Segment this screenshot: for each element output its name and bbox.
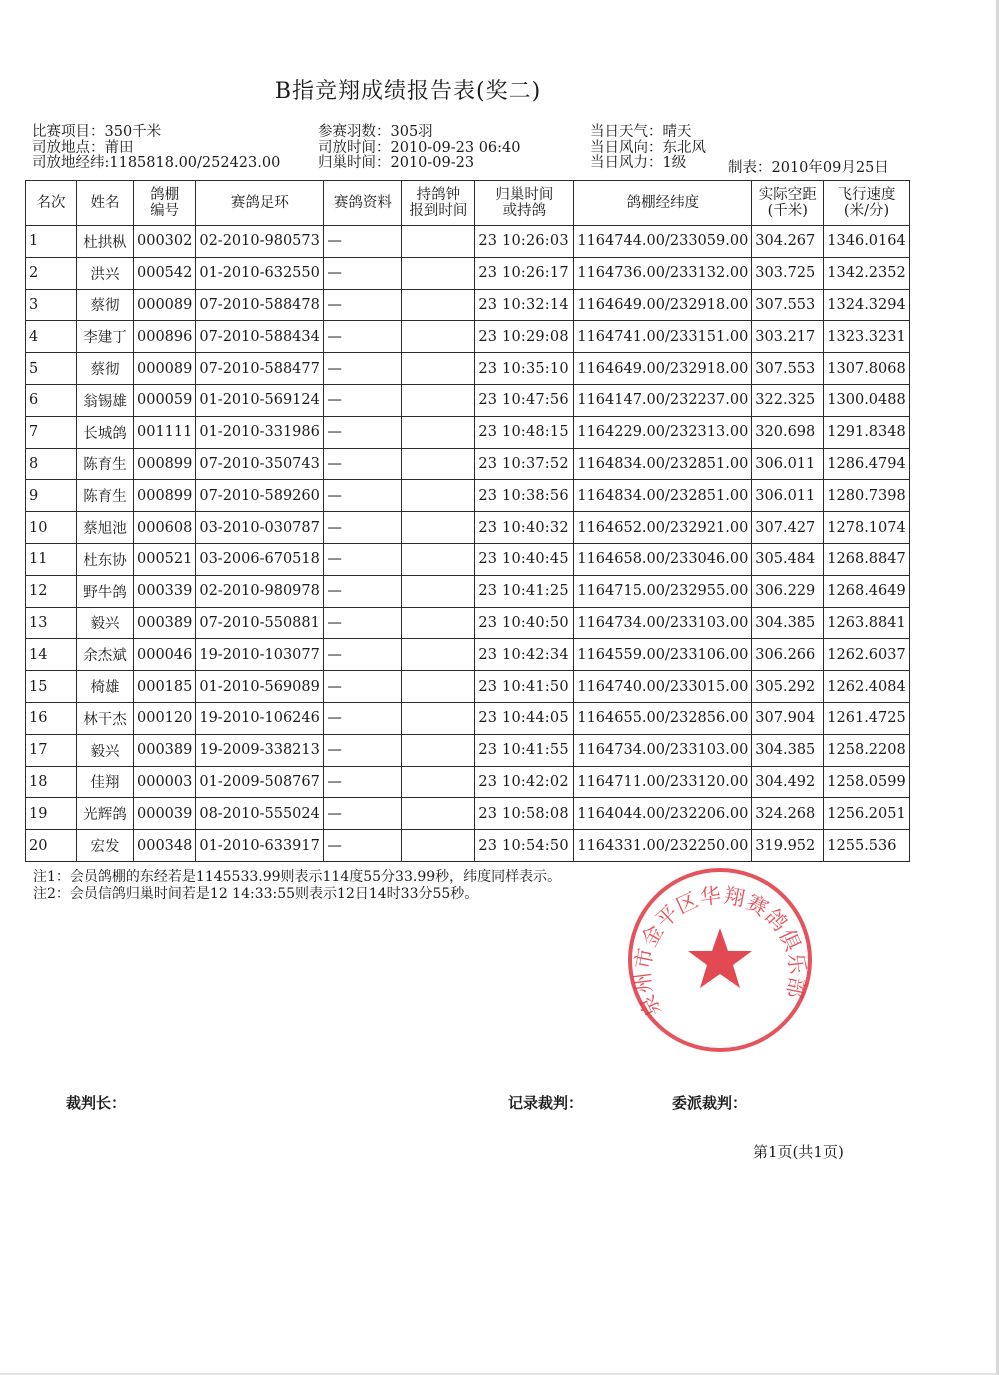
table-row [26,766,910,798]
return-time-cell: 23 10:38:56 [475,480,574,512]
loft-coords-cell: 1164734.00/233103.00 [574,607,752,639]
loft-no-cell: 000521 [134,543,196,575]
name-cell: 林干杰 [77,702,134,734]
return-time-cell: 23 10:26:17 [475,257,574,289]
ring-cell: 07-2010-588478 [196,289,324,321]
clock-time-cell [402,416,475,448]
name-cell: 洪兴 [77,257,134,289]
table-row [26,353,910,385]
table-header-row [26,181,910,226]
header-speed: 飞行速度 (米/分) [824,181,909,226]
club-seal-stamp [622,862,818,1058]
clock-time-cell [402,384,475,416]
rank-cell: 5 [26,353,77,385]
info-release-time: 司放时间：2010-09-23 06:40 [318,139,521,156]
bird-info-cell: — [324,639,402,671]
return-time-cell: 23 10:32:14 [475,289,574,321]
loft-no-cell: 000185 [134,671,196,703]
name-cell: 椅雄 [77,671,134,703]
loft-no-cell: 000059 [134,384,196,416]
report-title: B指竞翔成绩报告表(奖二) [274,79,542,104]
loft-no-cell: 000899 [134,480,196,512]
bird-info-cell: — [324,671,402,703]
clock-time-cell [402,480,475,512]
loft-no-cell: 000339 [134,575,196,607]
rank-cell: 7 [26,416,77,448]
distance-cell: 324.268 [752,798,824,830]
loft-coords-cell: 1164229.00/232313.00 [574,416,752,448]
loft-coords-cell: 1164649.00/232918.00 [574,353,752,385]
info-release-coords: 司放地经纬:1185818.00/252423.00 [32,155,281,171]
table-row [26,257,910,289]
bird-info-cell: — [324,830,402,862]
distance-cell: 303.725 [752,257,824,289]
name-cell: 蔡旭池 [77,512,134,544]
name-cell: 光辉鸽 [77,798,134,830]
loft-coords-cell: 1164740.00/233015.00 [574,671,752,703]
rank-cell: 18 [26,766,77,798]
return-time-cell: 23 10:40:50 [475,607,574,639]
return-time-cell: 23 10:41:50 [475,671,574,703]
distance-cell: 306.266 [752,639,824,671]
speed-cell: 1258.2208 [824,734,909,766]
distance-cell: 304.492 [752,766,824,798]
clock-time-cell [402,830,475,862]
bird-info-cell: — [324,575,402,607]
return-time-cell: 23 10:40:45 [475,543,574,575]
distance-cell: 304.267 [752,226,824,258]
clock-time-cell [402,671,475,703]
clock-time-cell [402,289,475,321]
info-column-race [32,125,280,172]
clock-time-cell [402,734,475,766]
rank-cell: 12 [26,575,77,607]
clock-time-cell [402,702,475,734]
clock-time-cell [402,353,475,385]
loft-no-cell: 000899 [134,448,196,480]
info-return-time: 归巢时间：2010-09-23 [318,155,475,171]
distance-cell: 320.698 [752,416,824,448]
speed-cell: 1256.2051 [824,798,909,830]
table-row [26,671,910,703]
table-row [26,384,910,416]
ring-cell: 02-2010-980573 [196,226,324,258]
loft-coords-cell: 1164655.00/232856.00 [574,702,752,734]
clock-time-cell [402,798,475,830]
header-name: 姓名 [77,181,134,226]
loft-no-cell: 000046 [134,639,196,671]
bird-info-cell: — [324,226,402,258]
clock-time-cell [402,257,475,289]
loft-coords-cell: 1164331.00/232250.00 [574,830,752,862]
name-cell: 蔡彻 [77,353,134,385]
loft-no-cell: 000089 [134,289,196,321]
loft-coords-cell: 1164734.00/233103.00 [574,734,752,766]
distance-cell: 306.011 [752,448,824,480]
name-cell: 杜拱枞 [77,226,134,258]
info-entries: 参赛羽数：305羽 [318,124,433,140]
ring-cell: 01-2010-569089 [196,671,324,703]
bird-info-cell: — [324,702,402,734]
info-made-date: 制表：2010年09月25日 [728,160,889,176]
clock-time-cell [402,766,475,798]
name-cell: 陈育生 [77,448,134,480]
ring-cell: 01-2010-331986 [196,416,324,448]
loft-coords-cell: 1164715.00/232955.00 [574,575,752,607]
bird-info-cell: — [324,607,402,639]
return-time-cell: 23 10:29:08 [475,321,574,353]
loft-coords-cell: 1164652.00/232921.00 [574,512,752,544]
speed-cell: 1342.2352 [824,257,909,289]
speed-cell: 1261.4725 [824,702,909,734]
info-race-item: 比赛项目：350千米 [32,124,162,140]
header-ring: 赛鸽足环 [196,181,324,226]
info-wind-force: 当日风力：1级 [590,155,687,171]
bird-info-cell: — [324,353,402,385]
speed-cell: 1323.3231 [824,321,909,353]
speed-cell: 1255.536 [824,830,909,862]
rank-cell: 19 [26,798,77,830]
rank-cell: 16 [26,702,77,734]
table-row [26,543,910,575]
table-row [26,289,910,321]
bird-info-cell: — [324,543,402,575]
rank-cell: 2 [26,257,77,289]
ring-cell: 01-2009-508767 [196,766,324,798]
loft-no-cell: 000003 [134,766,196,798]
return-time-cell: 23 10:41:55 [475,734,574,766]
clock-time-cell [402,226,475,258]
loft-coords-cell: 1164736.00/233132.00 [574,257,752,289]
speed-cell: 1268.4649 [824,575,909,607]
header-bird-info: 赛鸽资料 [324,181,402,226]
table-row [26,226,910,258]
info-column-weather [590,125,706,172]
name-cell: 毅兴 [77,734,134,766]
speed-cell: 1280.7398 [824,480,909,512]
loft-no-cell: 000389 [134,734,196,766]
return-time-cell: 23 10:47:56 [475,384,574,416]
distance-cell: 307.904 [752,702,824,734]
return-time-cell: 23 10:37:52 [475,448,574,480]
loft-coords-cell: 1164711.00/233120.00 [574,766,752,798]
bird-info-cell: — [324,448,402,480]
header-rank: 名次 [26,181,77,226]
speed-cell: 1291.8348 [824,416,909,448]
table-row [26,448,910,480]
ring-cell: 19-2010-103077 [196,639,324,671]
speed-cell: 1324.3294 [824,289,909,321]
rank-cell: 1 [26,226,77,258]
loft-coords-cell: 1164834.00/232851.00 [574,480,752,512]
bird-info-cell: — [324,512,402,544]
header-distance: 实际空距 (千米) [752,181,824,226]
ring-cell: 19-2010-106246 [196,702,324,734]
return-time-cell: 23 10:54:50 [475,830,574,862]
ring-cell: 07-2010-588477 [196,353,324,385]
loft-coords-cell: 1164044.00/232206.00 [574,798,752,830]
loft-no-cell: 000348 [134,830,196,862]
name-cell: 佳翔 [77,766,134,798]
return-time-cell: 23 10:48:15 [475,416,574,448]
name-cell: 宏发 [77,830,134,862]
bird-info-cell: — [324,257,402,289]
bird-info-cell: — [324,416,402,448]
return-time-cell: 23 10:42:34 [475,639,574,671]
rank-cell: 9 [26,480,77,512]
distance-cell: 307.553 [752,353,824,385]
rank-cell: 8 [26,448,77,480]
speed-cell: 1263.8841 [824,607,909,639]
name-cell: 李建丁 [77,321,134,353]
ring-cell: 03-2010-030787 [196,512,324,544]
table-row [26,512,910,544]
results-table [25,180,910,862]
speed-cell: 1278.1074 [824,512,909,544]
loft-no-cell: 000089 [134,353,196,385]
note-1: 注1：会员鸽棚的东经若是1145533.99则表示114度55分33.99秒，纬度同样表示。 [33,869,562,885]
distance-cell: 322.325 [752,384,824,416]
clock-time-cell [402,575,475,607]
distance-cell: 305.484 [752,543,824,575]
rank-cell: 20 [26,830,77,862]
table-row [26,702,910,734]
name-cell: 蔡彻 [77,289,134,321]
clock-time-cell [402,639,475,671]
rank-cell: 14 [26,639,77,671]
distance-cell: 304.385 [752,607,824,639]
loft-no-cell: 000542 [134,257,196,289]
name-cell: 杜东协 [77,543,134,575]
ring-cell: 08-2010-555024 [196,798,324,830]
info-release-place: 司放地点：莆田 [32,139,134,156]
speed-cell: 1258.0599 [824,766,909,798]
rank-cell: 3 [26,289,77,321]
name-cell: 毅兴 [77,607,134,639]
clock-time-cell [402,543,475,575]
speed-cell: 1307.8068 [824,353,909,385]
rank-cell: 10 [26,512,77,544]
name-cell: 余杰斌 [77,639,134,671]
ring-cell: 01-2010-633917 [196,830,324,862]
distance-cell: 306.011 [752,480,824,512]
rank-cell: 13 [26,607,77,639]
speed-cell: 1268.8847 [824,543,909,575]
name-cell: 翁锡雄 [77,384,134,416]
distance-cell: 307.427 [752,512,824,544]
loft-coords-cell: 1164741.00/233151.00 [574,321,752,353]
table-row [26,575,910,607]
speed-cell: 1286.4794 [824,448,909,480]
ring-cell: 07-2010-589260 [196,480,324,512]
loft-no-cell: 000389 [134,607,196,639]
table-row [26,798,910,830]
return-time-cell: 23 10:42:02 [475,766,574,798]
page-number: 第1页(共1页) [753,1143,844,1161]
rank-cell: 6 [26,384,77,416]
svg-text:泉州市金平区华翔赛鸽俱乐部: 泉州市金平区华翔赛鸽俱乐部 [630,883,810,1021]
loft-coords-cell: 1164649.00/232918.00 [574,289,752,321]
header-clock-time: 持鸽钟 报到时间 [402,181,475,226]
bird-info-cell: — [324,480,402,512]
return-time-cell: 23 10:40:32 [475,512,574,544]
recording-referee-label: 记录裁判： [508,1094,584,1112]
name-cell: 长城鸽 [77,416,134,448]
table-row [26,480,910,512]
info-column-times [318,125,521,172]
loft-no-cell: 000120 [134,702,196,734]
clock-time-cell [402,512,475,544]
return-time-cell: 23 10:35:10 [475,353,574,385]
ring-cell: 07-2010-588434 [196,321,324,353]
rank-cell: 4 [26,321,77,353]
table-row [26,734,910,766]
table-row [26,321,910,353]
info-weather: 当日天气：晴天 [590,124,692,140]
header-loft-no: 鸽棚 编号 [134,181,196,226]
ring-cell: 01-2010-569124 [196,384,324,416]
distance-cell: 319.952 [752,830,824,862]
distance-cell: 306.229 [752,575,824,607]
loft-no-cell: 000039 [134,798,196,830]
speed-cell: 1262.6037 [824,639,909,671]
return-time-cell: 23 10:26:03 [475,226,574,258]
bird-info-cell: — [324,321,402,353]
loft-no-cell: 000896 [134,321,196,353]
loft-coords-cell: 1164559.00/233106.00 [574,639,752,671]
note-2: 注2：会员信鸽归巢时间若是12 14:33:55则表示12日14时33分55秒。 [33,886,479,902]
bird-info-cell: — [324,289,402,321]
loft-coords-cell: 1164834.00/232851.00 [574,448,752,480]
header-return-time: 归巢时间 或持鸽 [475,181,574,226]
ring-cell: 07-2010-350743 [196,448,324,480]
ring-cell: 02-2010-980978 [196,575,324,607]
rank-cell: 15 [26,671,77,703]
loft-coords-cell: 1164658.00/233046.00 [574,543,752,575]
rank-cell: 17 [26,734,77,766]
speed-cell: 1262.4084 [824,671,909,703]
clock-time-cell [402,321,475,353]
clock-time-cell [402,448,475,480]
bird-info-cell: — [324,734,402,766]
name-cell: 陈育生 [77,480,134,512]
bird-info-cell: — [324,384,402,416]
ring-cell: 03-2006-670518 [196,543,324,575]
return-time-cell: 23 10:41:25 [475,575,574,607]
speed-cell: 1300.0488 [824,384,909,416]
assigned-referee-label: 委派裁判： [672,1094,748,1112]
table-body [26,226,910,862]
loft-coords-cell: 1164744.00/233059.00 [574,226,752,258]
speed-cell: 1346.0164 [824,226,909,258]
ring-cell: 07-2010-550881 [196,607,324,639]
return-time-cell: 23 10:58:08 [475,798,574,830]
distance-cell: 303.217 [752,321,824,353]
distance-cell: 307.553 [752,289,824,321]
bird-info-cell: — [324,766,402,798]
bird-info-cell: — [324,798,402,830]
info-wind-direction: 当日风向：东北风 [590,139,706,156]
distance-cell: 304.385 [752,734,824,766]
clock-time-cell [402,607,475,639]
table-row [26,416,910,448]
ring-cell: 19-2009-338213 [196,734,324,766]
chief-referee-label: 裁判长： [66,1094,127,1112]
loft-no-cell: 000608 [134,512,196,544]
table-row [26,830,910,862]
return-time-cell: 23 10:44:05 [475,702,574,734]
name-cell: 野牛鸽 [77,575,134,607]
loft-no-cell: 000302 [134,226,196,258]
header-loft-coords: 鸽棚经纬度 [574,181,752,226]
rank-cell: 11 [26,543,77,575]
loft-no-cell: 001111 [134,416,196,448]
table-row [26,639,910,671]
loft-coords-cell: 1164147.00/232237.00 [574,384,752,416]
table-row [26,607,910,639]
notes [33,869,561,903]
ring-cell: 01-2010-632550 [196,257,324,289]
distance-cell: 305.292 [752,671,824,703]
